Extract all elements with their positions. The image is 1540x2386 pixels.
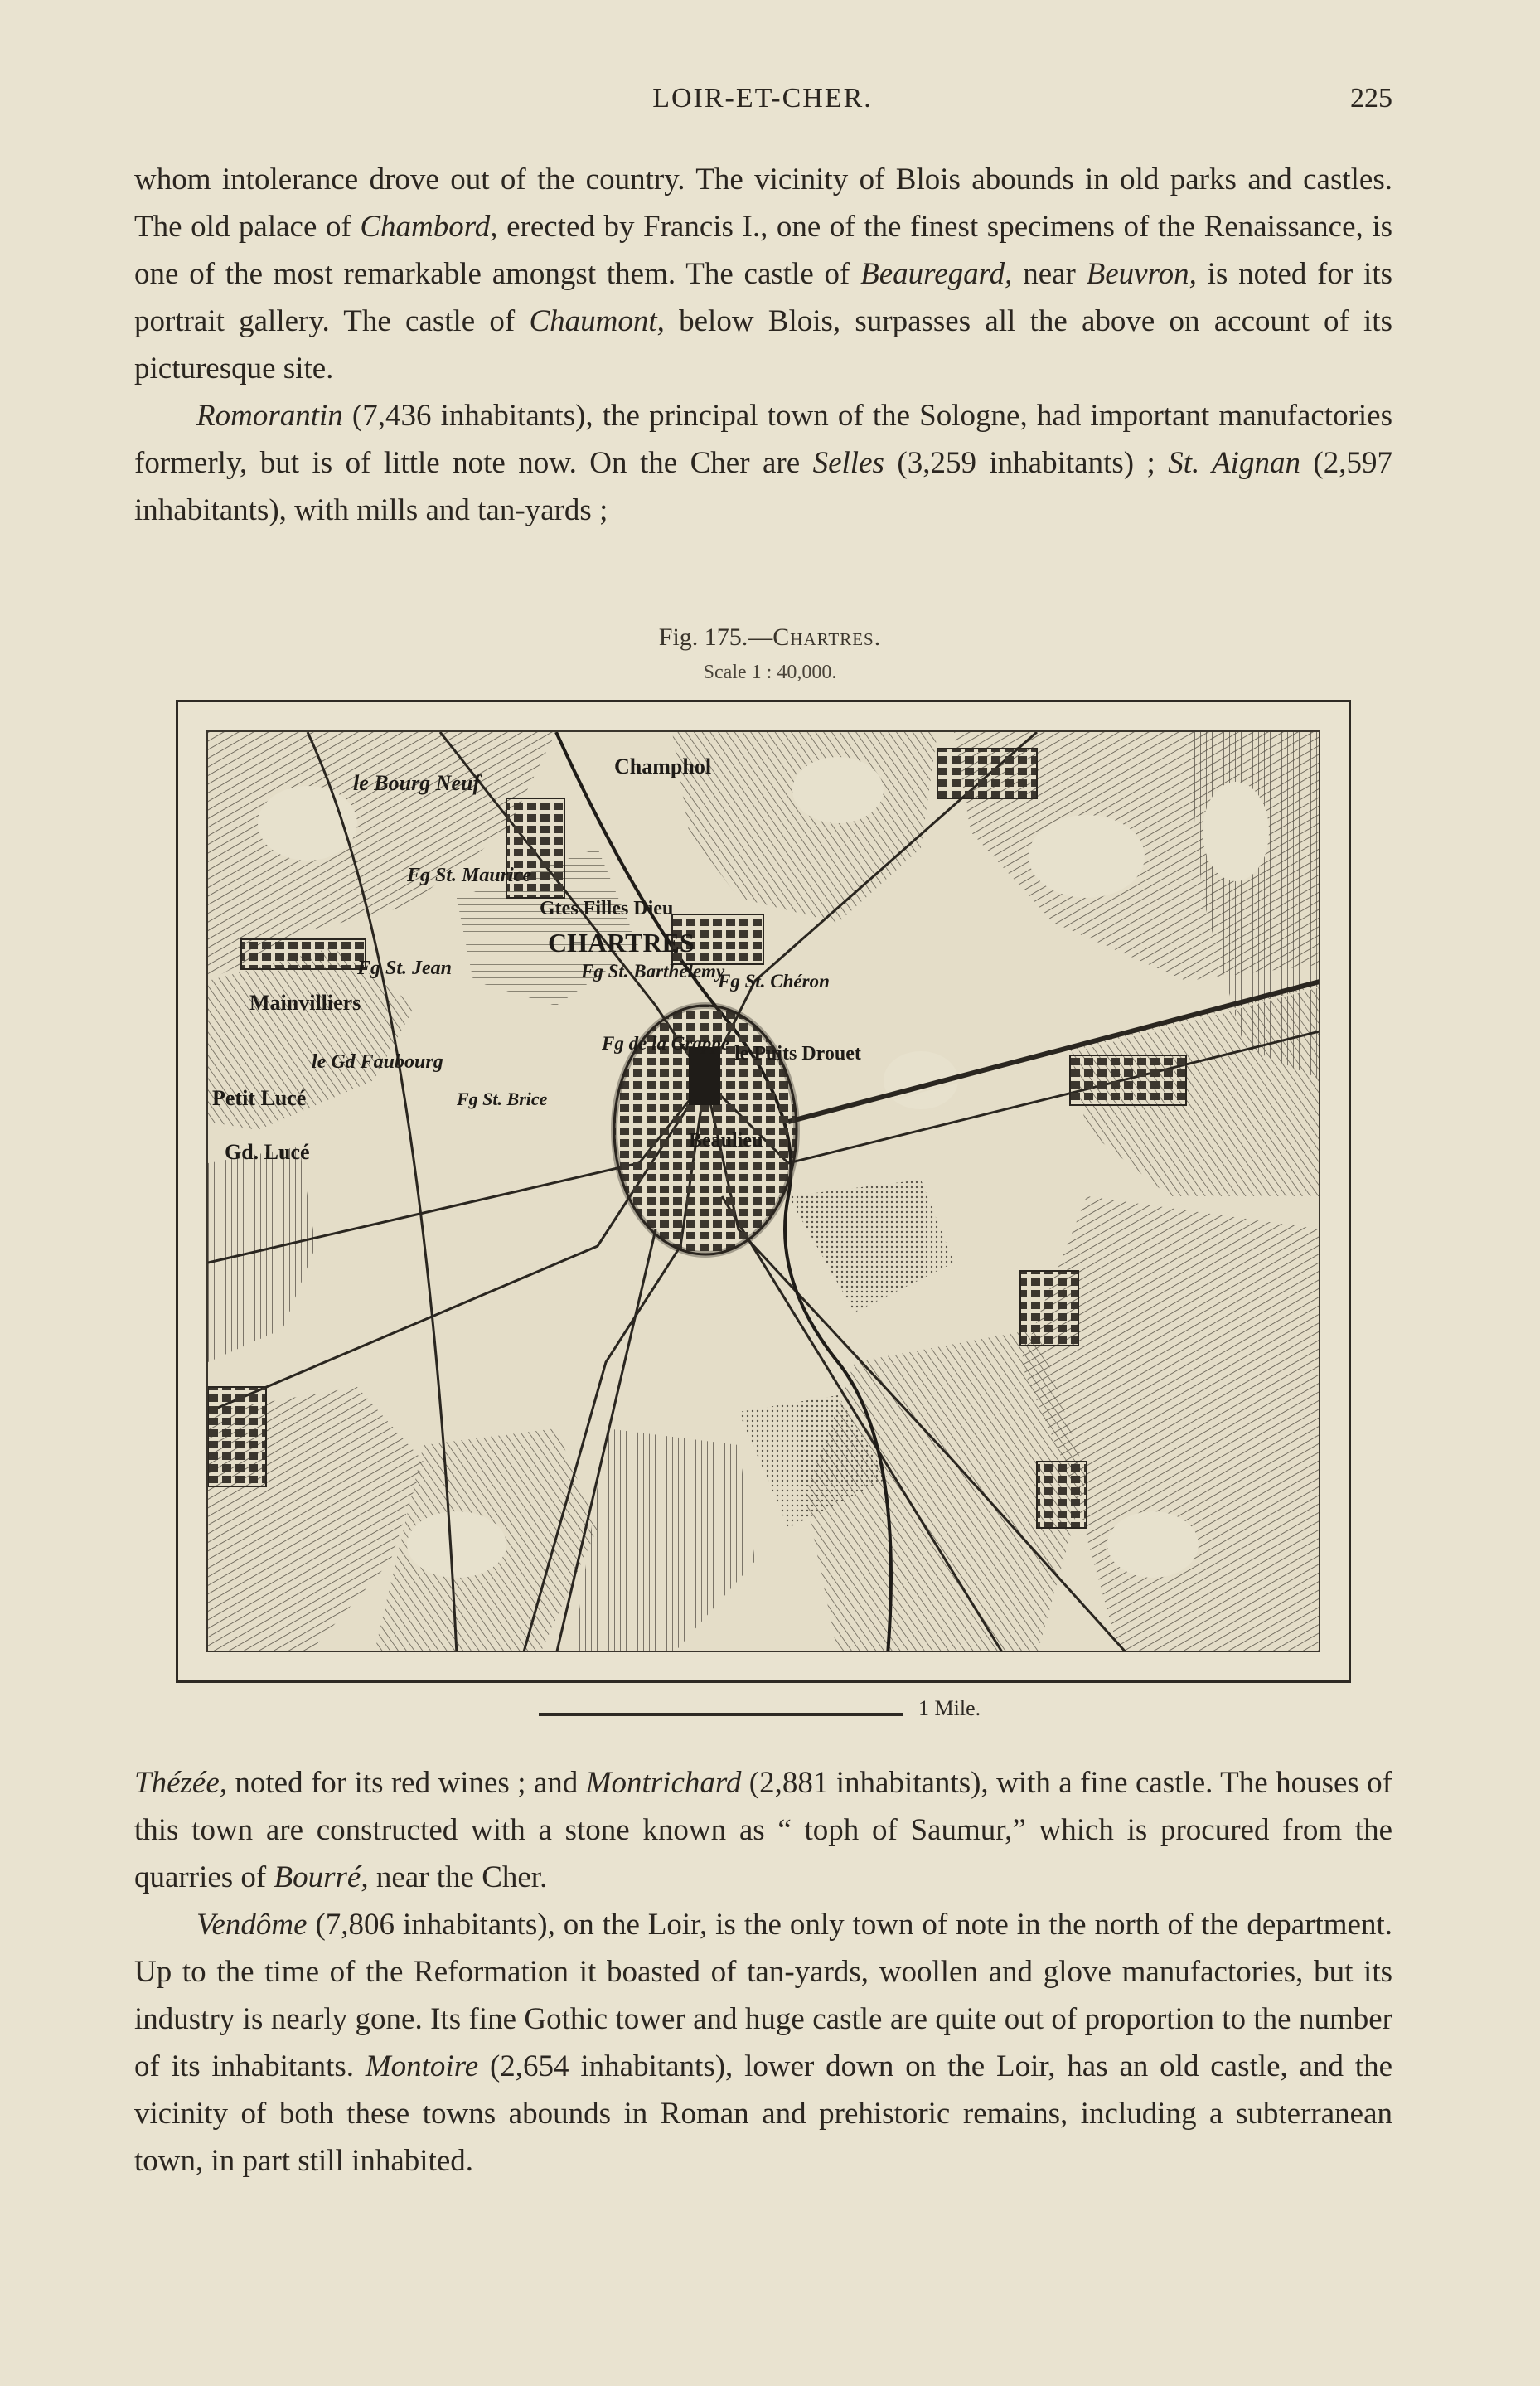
map-label: Fg St. Jean: [357, 958, 453, 979]
scale-bar: [539, 1695, 1036, 1728]
map-label: Fg St. Maurice: [407, 865, 532, 886]
text-block-bottom: [134, 1759, 1392, 2185]
paragraph: Romorantin (7,436 inhabitants), the principal town of the Sologne, had important manufactories formerly, but is of little note now. On the Cher are Selles (3,259 inhabitants) ; St. Aignan (2,597 inhabitants), with mills and tan-yards ;: [134, 399, 1392, 527]
page-number: 225: [1350, 83, 1392, 114]
map-label: CHARTRES: [548, 928, 695, 958]
text-block-top: [134, 156, 1392, 534]
chartres-map: [208, 732, 1320, 1652]
paragraph: Vendôme (7,806 inhabitants), on the Loir, is the only town of note in the north of the department. Up to the time of the Reformation it boasted of tan-yards, woollen and glove manufactories, but its industry is nearly gone. Its fine Gothic tower and huge castle are quite out of proportion to the number of its inhabitants. Montoire (2,654 inhabitants), lower down on the Loir, has an old castle, and the vicinity of both these towns abounds in Roman and prehistoric remains, including a subterranean town, in part still inhabited.: [134, 1908, 1392, 2178]
running-head: [133, 83, 1392, 124]
scale-bar-label: 1 Mile.: [918, 1696, 981, 1720]
map-label: Fg St. Barthélemy: [581, 961, 725, 982]
map-engraving: [206, 730, 1320, 1652]
paragraph: whom intolerance drove out of the country. The vicinity of Blois abounds in old parks and castles. The old palace of Chambord, erected by Francis I., one of the finest specimens of the Renaissance, is one of the most remarkable amongst them. The castle of Beauregard, near Beuvron, is noted for its portrait gallery. The castle of Chaumont, below Blois, surpasses all the above on account of its picturesque site.: [134, 162, 1392, 386]
map-label: Champhol: [614, 754, 712, 778]
map-label: le Bourg Neuf: [353, 771, 481, 795]
map-label: Fg de la Grappe: [602, 1033, 729, 1054]
place-name: Chambord,: [360, 210, 498, 244]
map-figure: [176, 700, 1351, 1683]
place-name: Romorantin: [196, 399, 343, 433]
map-label: Fg St. Brice: [457, 1089, 548, 1109]
map-label: Gtes Filles Dieu: [540, 898, 674, 919]
place-name: Montoire: [365, 2049, 479, 2083]
place-name: St. Aignan: [1168, 446, 1300, 480]
place-name: Bourré,: [274, 1860, 369, 1894]
map-label: le Gd Faubourg: [312, 1051, 443, 1073]
place-name: Vendôme: [196, 1908, 308, 1942]
place-name: Montrichard: [585, 1766, 742, 1800]
place-name: Beuvron,: [1086, 257, 1197, 291]
figure-scale: Scale 1 : 40,000.: [703, 662, 837, 683]
paragraph: Thézée, noted for its red wines ; and Montrichard (2,881 inhabitants), with a fine castle. The houses of this town are constructed with a stone known as “ toph of Saumur,” which is procured from the quarries of Bourré, near the Cher.: [134, 1766, 1392, 1894]
place-name: Thézée,: [134, 1766, 227, 1800]
map-label: Mainvilliers: [249, 991, 361, 1015]
scale-bar-line: [539, 1713, 903, 1716]
map-label: Fg St. Chéron: [718, 971, 830, 992]
running-title: LOIR-ET-CHER.: [652, 83, 873, 114]
figure-caption: Fig. 175.—Chartres.: [658, 623, 882, 651]
place-name: Selles: [812, 446, 884, 480]
place-name: Beauregard,: [860, 257, 1013, 291]
place-name: Chaumont,: [529, 304, 665, 338]
map-label: Gd. Lucé: [225, 1140, 310, 1164]
map-label: Petit Lucé: [212, 1086, 307, 1110]
map-label: le Puits Drouet: [734, 1043, 861, 1064]
map-label: Beaulieu: [689, 1130, 763, 1152]
